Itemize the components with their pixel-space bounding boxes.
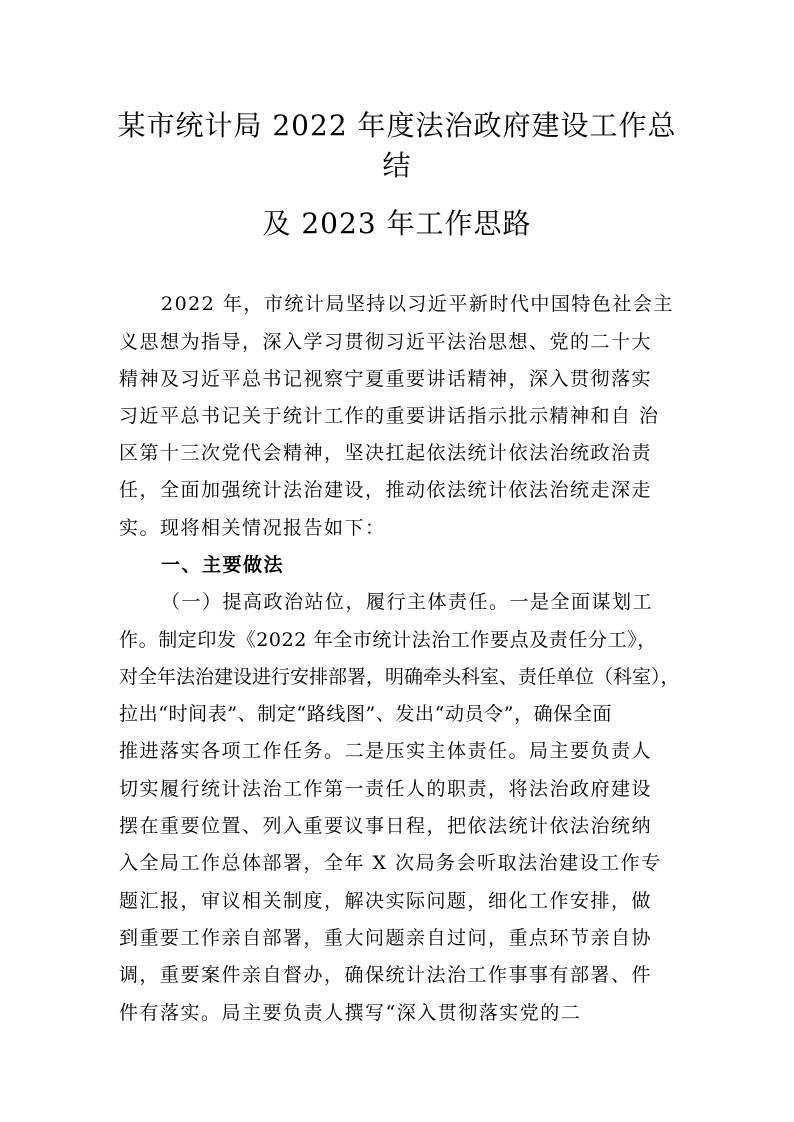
body-line: 题汇报，审议相关制度，解决实际问题，细化工作安排，做: [119, 890, 653, 912]
body-line: 到重要工作亲自部署，重大问题亲自过问，重点环节亲自协: [119, 927, 653, 949]
body-line: 2022 年，市统计局坚持以习近平新时代中国特色社会主: [161, 293, 674, 315]
body-line: 摆在重要位置、列入重要议事日程，把依法统计依法治统纳: [119, 815, 653, 837]
body-line: 作。制定印发《2022 年全市统计法治工作要点及责任分工》，: [119, 629, 657, 651]
document-title-line-1: 某市统计局 2022 年度法治政府建设工作总: [117, 109, 677, 142]
body-line: 切实履行统计法治工作第一责任人的职责，将法治政府建设: [119, 778, 653, 800]
body-line: 推进落实各项工作任务。二是压实主体责任。局主要负责人: [119, 740, 653, 762]
body-line: 入全局工作总体部署，全年 X 次局务会听取法治建设工作专: [119, 852, 662, 874]
body-line: 件有落实。局主要负责人撰写“深入贯彻落实党的二: [119, 1002, 582, 1024]
document-title-line-2: 结: [382, 149, 412, 182]
body-line: 拉出“时间表”、制定“路线图”、发出“动员令”，确保全面: [119, 703, 613, 725]
document-title-line-3: 及 2023 年工作思路: [262, 207, 532, 240]
body-line: 精神及习近平总书记视察宁夏重要讲话精神，深入贯彻落实: [119, 368, 653, 390]
body-line: 区第十三次党代会精神，坚决扛起依法统计依法治统政治责: [119, 442, 653, 464]
body-line: （一）提高政治站位，履行主体责任。一是全面谋划工: [161, 591, 654, 613]
body-line: 义思想为指导，深入学习贯彻习近平法治思想、党的二十大: [119, 331, 653, 353]
section-heading: 一、主要做法: [161, 554, 285, 576]
body-line: 对全年法治建设进行安排部署，明确牵头科室、责任单位（科室），: [119, 666, 680, 688]
body-line: 调，重要案件亲自督办，确保统计法治工作事事有部署、件: [119, 964, 653, 986]
body-line: 实。现将相关情况报告如下：: [119, 517, 386, 539]
body-line: 习近平总书记关于统计工作的重要讲话指示批示精神和自 治: [119, 405, 660, 427]
body-line: 任，全面加强统计法治建设，推动依法统计依法治统走深走: [119, 479, 653, 501]
